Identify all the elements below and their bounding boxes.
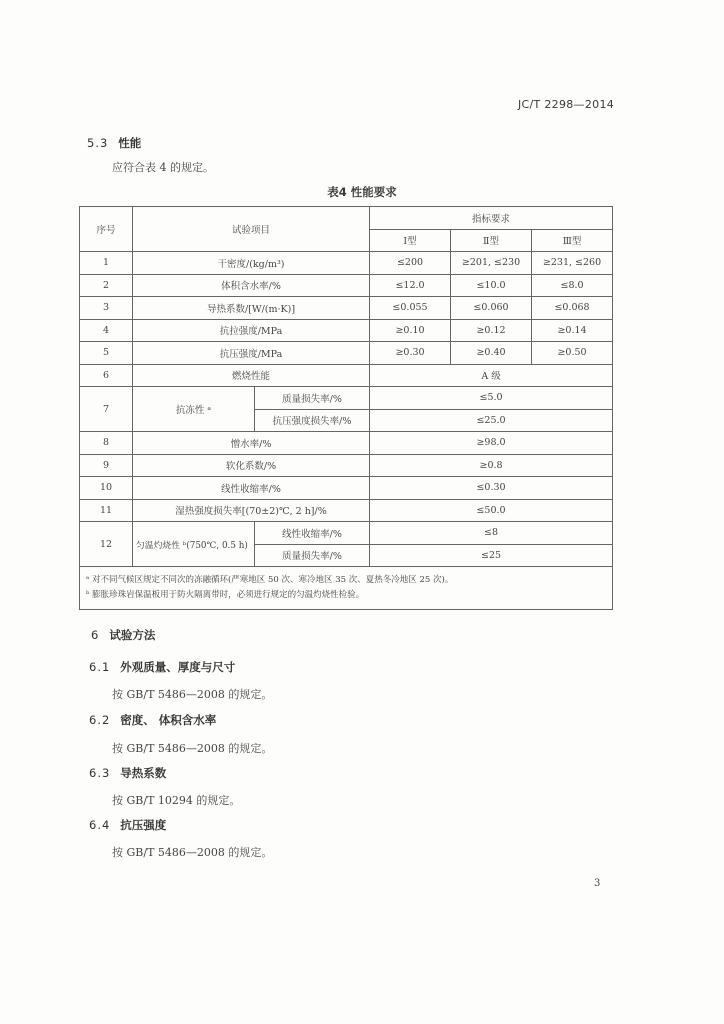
row-value: ≥0.12 (451, 319, 532, 342)
row-no: 8 (80, 432, 133, 455)
row-value: ≤10.0 (451, 274, 532, 297)
row-value: ≤25.0 (370, 409, 613, 432)
row-value: ≤50.0 (370, 499, 613, 522)
note-b: ᵇ 膨胀珍珠岩保温板用于防火隔离带时，必须进行规定的匀温灼烧性检验。 (86, 590, 365, 600)
section-5-3-heading (87, 135, 141, 151)
section-title: 抗压强度 (120, 818, 167, 832)
table-row (80, 297, 613, 320)
section-6-3-heading (89, 765, 166, 781)
section-6-2-text: 按 GB/T 5486—2008 的规定。 (112, 742, 273, 755)
section-number: 6.4 (89, 818, 111, 832)
table-row (80, 274, 613, 297)
row-value: ≤8 (370, 522, 613, 545)
row-no: 7 (80, 387, 133, 432)
col-header-type-2: Ⅱ型 (451, 229, 532, 252)
row-value: ≥0.10 (370, 319, 451, 342)
row-value: ≤200 (370, 252, 451, 275)
row-value: ≥98.0 (370, 432, 613, 455)
row-value: ≥0.50 (532, 342, 613, 365)
row-value: ≥0.40 (451, 342, 532, 365)
section-6-4-heading (89, 817, 166, 833)
row-item: 燃烧性能 (133, 364, 370, 387)
row-no: 9 (80, 454, 133, 477)
row-no: 3 (80, 297, 133, 320)
col-header-requirement: 指标要求 (370, 207, 613, 230)
section-title: 外观质量、厚度与尺寸 (120, 660, 236, 674)
section-number: 6 (91, 628, 100, 642)
section-title: 性能 (118, 136, 142, 150)
document-code: JC/T 2298—2014 (518, 98, 615, 111)
row-subitem: 线性收缩率/% (255, 522, 370, 545)
page-number: 3 (594, 878, 601, 889)
section-6-4-text: 按 GB/T 5486—2008 的规定。 (112, 846, 273, 859)
section-title: 导热系数 (120, 766, 167, 780)
row-no: 4 (80, 319, 133, 342)
section-5-3-text: 应符合表 4 的规定。 (112, 161, 214, 174)
section-6-1-heading (89, 659, 235, 675)
table-row (80, 477, 613, 500)
table-row (80, 364, 613, 387)
row-item: 憎水率/% (133, 432, 370, 455)
table-row (80, 522, 613, 545)
section-6-heading (91, 627, 155, 643)
note-a: ᵃ 对不同气候区规定不同次的冻融循环(严寒地区 50 次、寒冷地区 35 次、夏热冬冷地区 25 次)。 (86, 575, 454, 585)
row-item: 导热系数/[W/(m·K)] (133, 297, 370, 320)
col-header-item: 试验项目 (133, 207, 370, 252)
row-subitem: 抗压强度损失率/% (255, 409, 370, 432)
row-value: ≤0.30 (370, 477, 613, 500)
row-value: ≤12.0 (370, 274, 451, 297)
table-row (80, 252, 613, 275)
row-item: 干密度/(kg/m³) (133, 252, 370, 275)
col-header-no: 序号 (80, 207, 133, 252)
row-item: 抗拉强度/MPa (133, 319, 370, 342)
row-subitem: 质量损失率/% (255, 387, 370, 410)
table-row (80, 432, 613, 455)
row-item: 软化系数/% (133, 454, 370, 477)
row-no: 11 (80, 499, 133, 522)
table-row (80, 342, 613, 365)
row-item: 湿热强度损失率[(70±2)℃, 2 h]/% (133, 499, 370, 522)
performance-table (79, 206, 613, 610)
table-notes (80, 567, 613, 610)
row-value: ≤8.0 (532, 274, 613, 297)
row-group: 抗冻性 ᵃ (133, 387, 255, 432)
row-no: 5 (80, 342, 133, 365)
row-item: 线性收缩率/% (133, 477, 370, 500)
table-title: 表4 性能要求 (327, 185, 397, 199)
row-value: ≥231, ≤260 (532, 252, 613, 275)
row-value: A 级 (370, 364, 613, 387)
row-value: ≥0.14 (532, 319, 613, 342)
section-number: 6.2 (89, 713, 111, 727)
row-item: 体积含水率/% (133, 274, 370, 297)
section-number: 6.3 (89, 766, 111, 780)
section-number: 5.3 (87, 136, 109, 150)
row-no: 1 (80, 252, 133, 275)
col-header-type-1: Ⅰ型 (370, 229, 451, 252)
row-value: ≤0.055 (370, 297, 451, 320)
row-value: ≤0.068 (532, 297, 613, 320)
table-row (80, 387, 613, 410)
col-header-type-3: Ⅲ型 (532, 229, 613, 252)
row-no: 10 (80, 477, 133, 500)
row-value: ≥201, ≤230 (451, 252, 532, 275)
row-value: ≤25 (370, 544, 613, 567)
table-row (80, 454, 613, 477)
row-no: 12 (80, 522, 133, 567)
section-number: 6.1 (89, 660, 111, 674)
row-item: 抗压强度/MPa (133, 342, 370, 365)
table-row (80, 499, 613, 522)
row-subitem: 质量损失率/% (255, 544, 370, 567)
row-no: 6 (80, 364, 133, 387)
section-6-3-text: 按 GB/T 10294 的规定。 (112, 794, 241, 807)
section-6-2-heading (89, 712, 216, 728)
row-value: ≥0.30 (370, 342, 451, 365)
section-6-1-text: 按 GB/T 5486—2008 的规定。 (112, 688, 273, 701)
section-title: 密度、 体积含水率 (120, 713, 217, 727)
row-value: ≤0.060 (451, 297, 532, 320)
row-value: ≤5.0 (370, 387, 613, 410)
table-row (80, 319, 613, 342)
row-group: 匀温灼烧性 ᵇ(750℃, 0.5 h) (133, 522, 255, 567)
section-title: 试验方法 (109, 628, 156, 642)
row-no: 2 (80, 274, 133, 297)
row-value: ≥0.8 (370, 454, 613, 477)
